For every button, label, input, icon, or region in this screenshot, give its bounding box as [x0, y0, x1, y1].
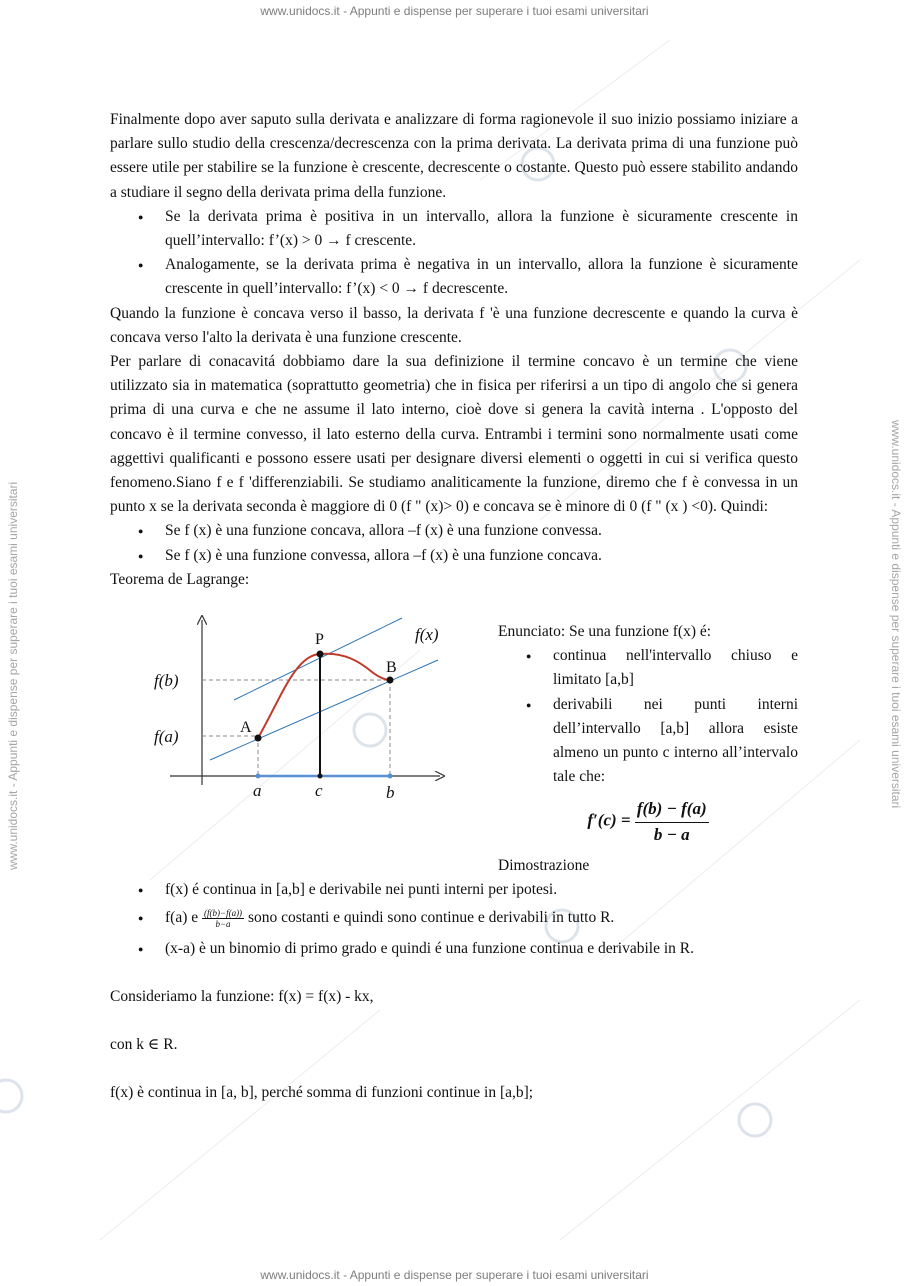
derivative-sign-list [110, 205, 798, 302]
watermark-side-right: www.unidocs.it - Appunti e dispense per superare i tuoi esami universitari [889, 420, 903, 809]
list-item: ● derivabili nei punti interni dell’intervallo [a,b] allora esiste almeno un punto c interno all’intervalo tale che: [498, 693, 798, 790]
logo-icon [739, 1104, 771, 1136]
lagrange-formula [498, 797, 798, 846]
list-item: ● Analogamente, se la derivata prima è negativa in un intervallo, allora la funzione è sicuramente crescente in quell’intervallo: f’(x) < 0 → f decrescente. [110, 253, 798, 301]
list-item: ● continua nell'intervallo chiuso e limitato [a,b] [498, 644, 798, 692]
list-item: ● f(x) é continua in [a,b] e derivabile nei punti interni per ipotesi. [110, 878, 798, 902]
formula-fraction [635, 797, 709, 846]
formula-denominator: b − a [653, 824, 690, 844]
formula-lhs: f′(c) = [587, 811, 631, 831]
formula-numerator: f(b) − f(a) [635, 797, 709, 822]
document-body [110, 108, 798, 1105]
fraction-denominator: b−a [215, 919, 231, 930]
watermark-bottom: www.unidocs.it - Appunti e dispense per superare i tuoi esami universitari [260, 1268, 649, 1282]
secant-line [210, 660, 438, 760]
closing-line-1: Consideriamo la funzione: f(x) = f(x) - kx, [110, 987, 374, 1005]
proof-item2-pre: f(a) e [165, 909, 199, 927]
statement-intro: Enunciato: Se una funzione f(x) é: [498, 623, 712, 641]
watermark-top: www.unidocs.it - Appunti e dispense per superare i tuoi esami universitari [260, 4, 649, 18]
point-b-dot [387, 677, 394, 684]
closing-line-2: con k ∈ R. [110, 1036, 178, 1054]
lagrange-title: Teorema de Lagrange: [110, 570, 250, 588]
lagrange-statement [498, 620, 798, 847]
list-item [110, 906, 798, 930]
lagrange-figure [140, 600, 470, 800]
concavity-paragraph-1: Quando la funzione è concava verso il basso, la derivata f 'è una funzione decrescente e quando la curva è concava verso l'alto la derivata è una funzione crescente. [110, 304, 798, 346]
y-label-fa: f(a) [154, 727, 179, 747]
curve-label: f(x) [415, 625, 439, 645]
point-a-label: A [240, 719, 252, 737]
closing-line-3: f(x) è continua in [a, b], perché somma di funzioni continue in [a,b]; [110, 1084, 534, 1102]
point-p-label: P [315, 631, 324, 649]
list-item: ● Se f (x) è una funzione concava, allora –f (x) è una funzione convessa. [110, 519, 798, 543]
lagrange-section [110, 600, 798, 850]
watermark-side-left: www.unidocs.it - Appunti e dispense per superare i tuoi esami universitari [6, 481, 20, 870]
concavity-list [110, 519, 798, 567]
tick-c-dot [318, 774, 323, 779]
list-item: ● Se la derivata prima è positiva in un intervallo, allora la funzione è sicuramente crescente in quell’intervallo: f’(x) > 0 → f crescente. [110, 205, 798, 253]
proof-list [110, 878, 798, 961]
proof-item2-post: sono costanti e quindi sono continue e derivabili in tutto R. [247, 909, 615, 927]
proof-title: Dimostrazione [498, 857, 590, 875]
list-item: ● (x-a) è un binomio di primo grado e quindi é una funzione continua e derivabile in R. [110, 937, 798, 961]
point-p-dot [317, 651, 324, 658]
proof-item2-fraction [202, 908, 244, 929]
x-label-b: b [386, 783, 395, 801]
tick-a-dot [256, 774, 261, 779]
intro-paragraph: Finalmente dopo aver saputo sulla derivata e analizzare di forma ragionevole il suo inizio possiamo iniziare a parlare sullo studio della crescenza/decrescenza con la prima derivata. La derivata prima di una funzione può essere utile per stabilire se la funzione è crescente, decrescente o costante. Questo può essere stabilito andando a studiare il segno della derivata prima della funzione. [110, 111, 798, 201]
y-label-fb: f(b) [154, 671, 179, 691]
concavity-paragraph-2: Per parlare di conacavitá dobbiamo dare la sua definizione il termine concavo è un termine che viene utilizzato sia in matematica (soprattutto geometria) che in fisica per riferirsi a un tipo di angolo che si genera prima di una curva e che ne assume il lato interno, cioè dove si genera la cavità interna . L'opposto del concavo è il termine convesso, il lato esterno della curva. Entrambi i termini sono normalmente usati come aggettivi qualificanti e possono essere usati per designare diversi elementi o oggetti in cui si verifica questo fenomeno.Siano f e f 'differenziabili. Se studiamo analiticamente la funzione, diremo che f è convessa in un punto x se la derivata seconda è maggiore di 0 (f " (x)> 0) e concava se è minore di 0 (f " (x ) <0). Quindi: [110, 353, 798, 516]
list-item: ● Se f (x) è una funzione convessa, allora –f (x) è una funzione concava. [110, 544, 798, 568]
tick-b-dot [388, 774, 393, 779]
logo-icon [0, 1080, 22, 1112]
point-b-label: B [386, 659, 397, 677]
fraction-numerator: (f(b)−f(a)) [204, 908, 243, 919]
point-a-dot [255, 735, 262, 742]
statement-conditions [498, 644, 798, 789]
function-curve [258, 654, 390, 738]
x-label-a: a [253, 781, 262, 801]
x-label-c: c [315, 781, 323, 801]
